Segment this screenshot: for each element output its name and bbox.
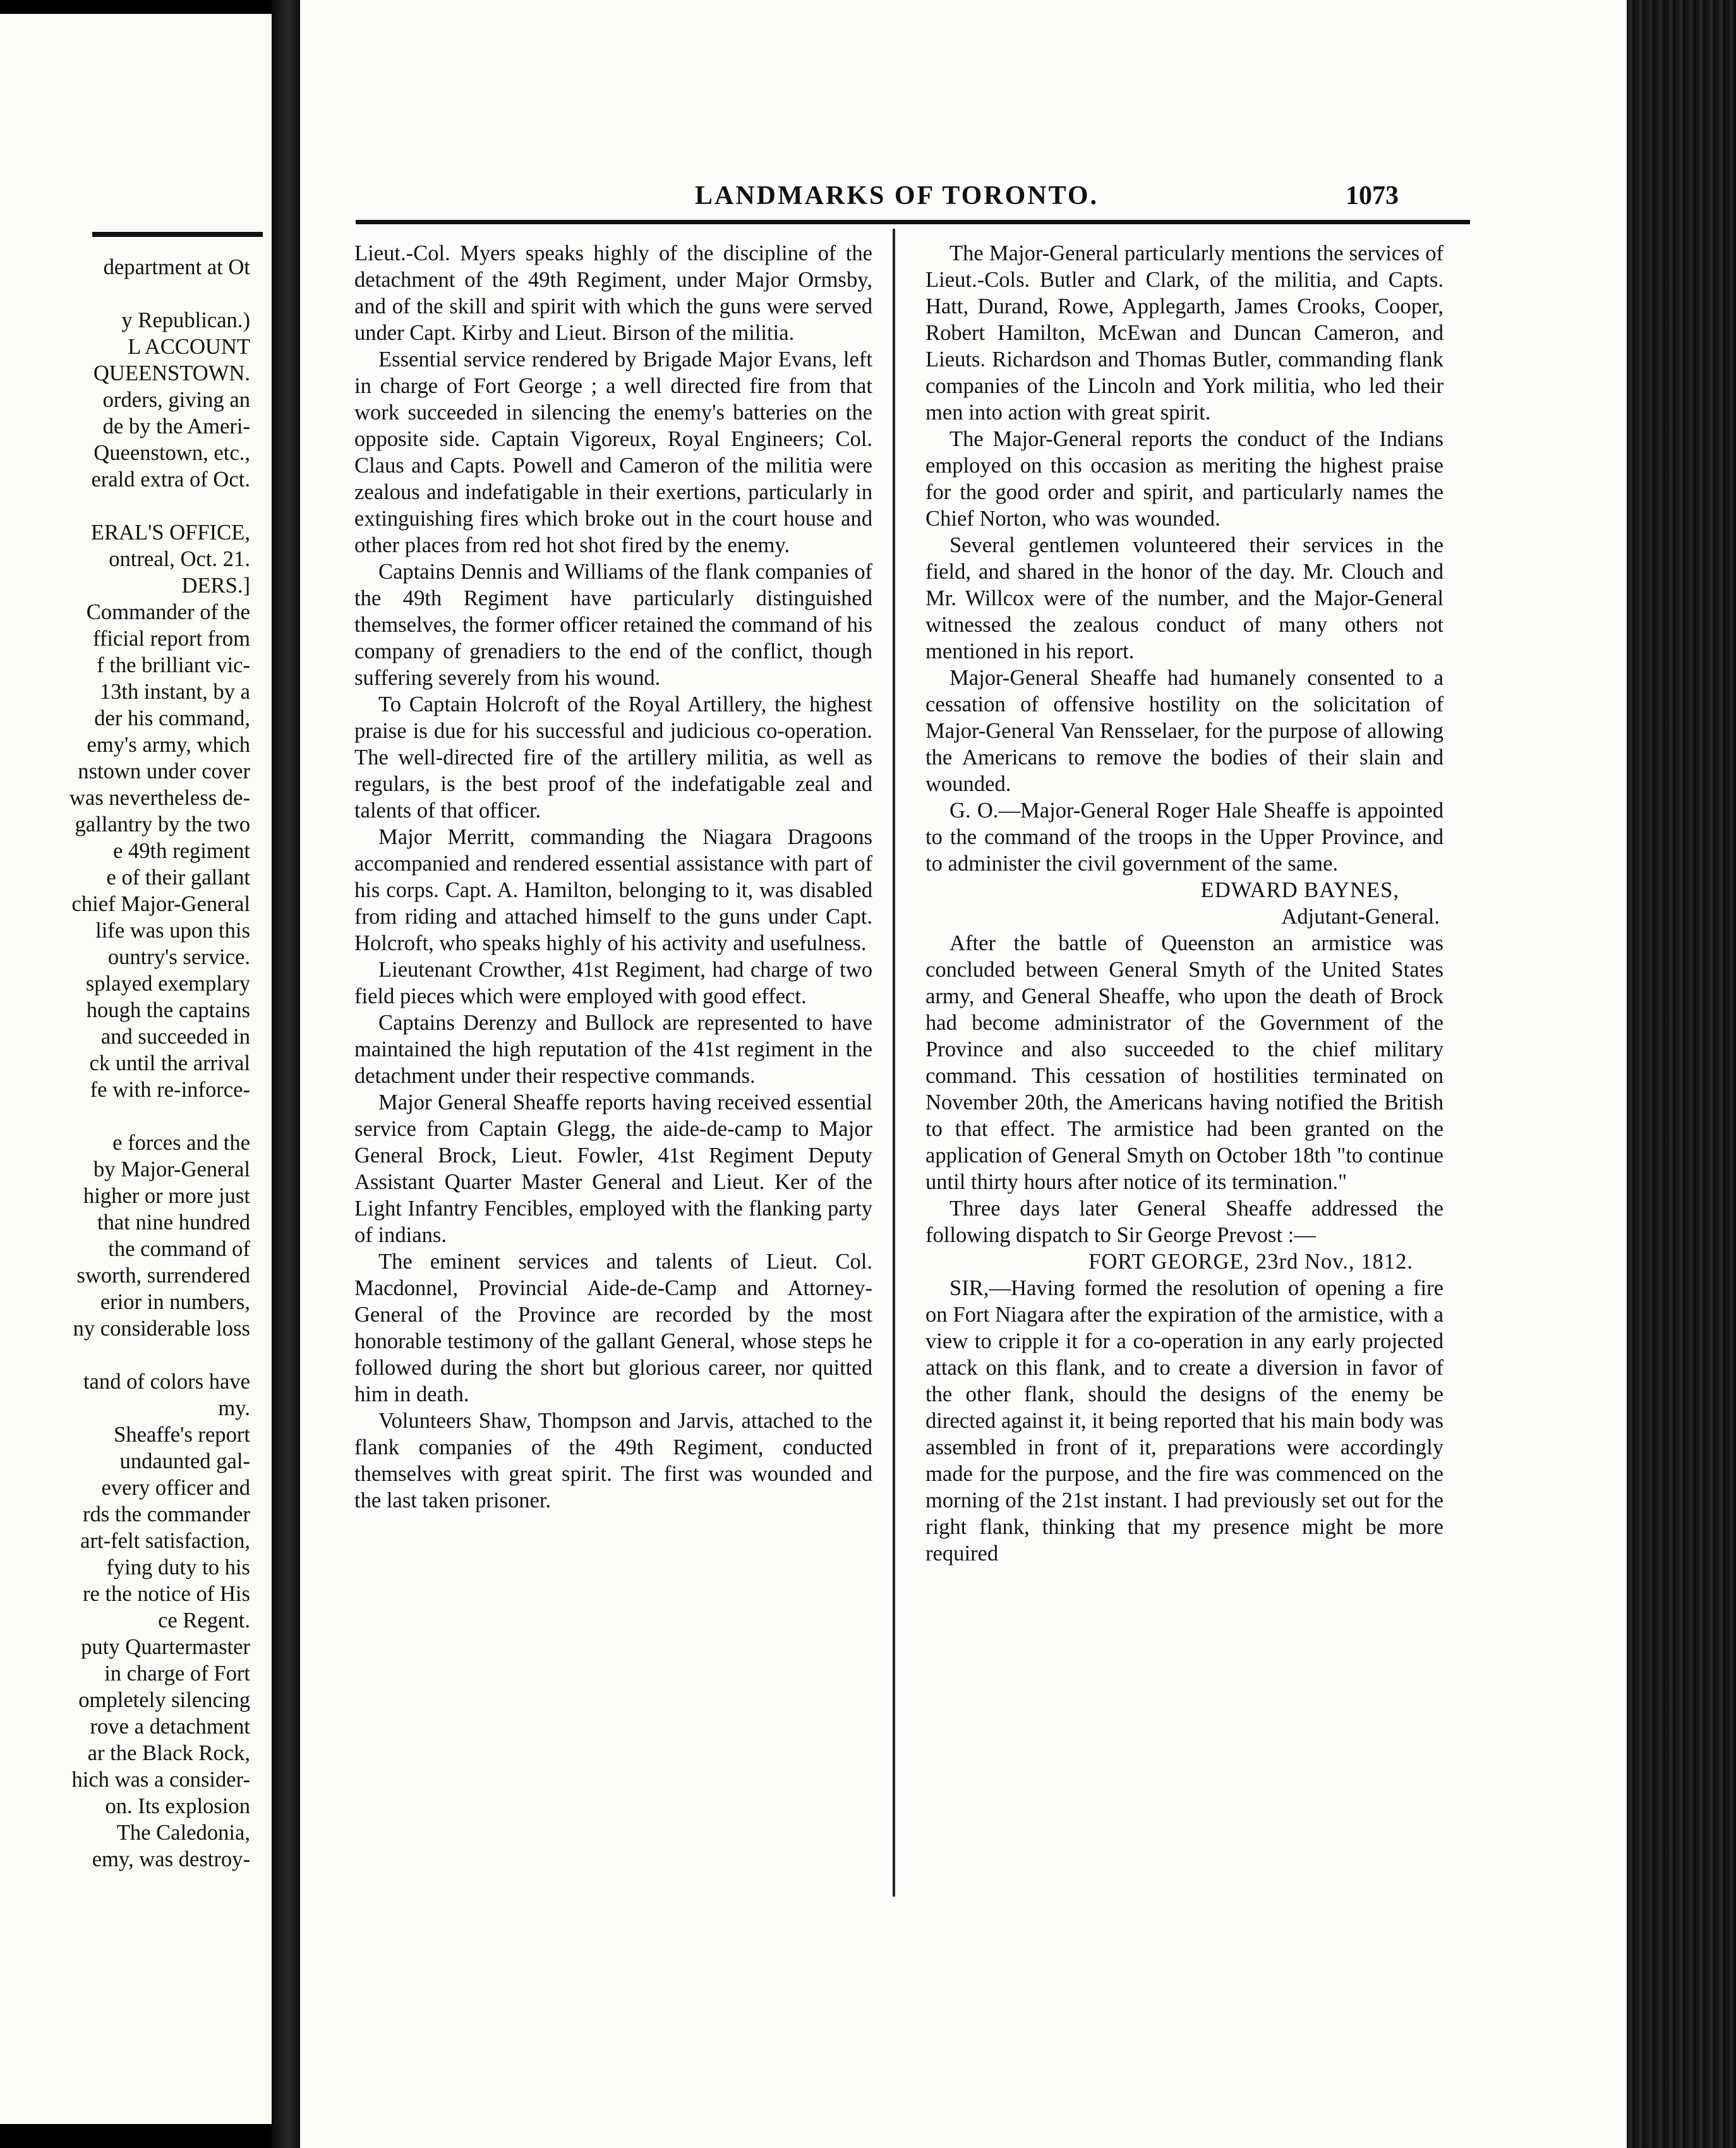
fragment-line: puty Quartermaster (81, 1635, 250, 1659)
fragment-line: art-felt satisfaction, (80, 1529, 250, 1553)
fragment-line: nstown under cover (78, 759, 250, 783)
fragment-line: fe with re-inforce- (90, 1078, 250, 1102)
fragment-line: ompletely silencing (78, 1688, 250, 1712)
fragment-line: that nine hundred (97, 1210, 250, 1234)
fragment-line: emy, was destroy- (92, 1847, 250, 1871)
signature-title: Adjutant-General. (1281, 905, 1440, 929)
fragment-line: DERS.] (181, 574, 250, 598)
fragment-line: department at Ot (103, 255, 250, 279)
column-rule (893, 229, 895, 1897)
letter-dateline: FORT GEORGE, 23rd Nov., 1812. (1088, 1250, 1413, 1274)
fragment-line: life was upon this (95, 919, 250, 943)
fragment-line: erior in numbers, (100, 1290, 250, 1314)
paragraph: Three days later General Sheaffe addressed the following dispatch to Sir George Prevost :— (925, 1197, 1444, 1247)
fragment-line: Sheaffe's report (114, 1423, 250, 1447)
fragment-line: by Major-General (93, 1157, 250, 1181)
paragraph: The Major-General reports the conduct of the Indians employed on this occasion as meriting the highest praise for the good order and spirit, and particularly names the Chief Norton, who was wounded. (925, 427, 1444, 531)
paragraph: Several gentlemen volunteered their services in the field, and shared in the honor of the day. Mr. Clouch and Mr. Willcox were of the number, and the Major-General witnessed the zealous conduct of many others not mentioned in his report. (925, 533, 1444, 663)
fragment-line: emy's army, which (87, 733, 250, 757)
section-rule (92, 232, 263, 237)
fragment-line: hich was a consider- (71, 1768, 250, 1792)
fragment-line: f the brilliant vic- (97, 653, 250, 677)
fragment-line: Commander of the (86, 600, 250, 624)
paragraph: Lieut.-Col. Myers speaks highly of the discipline of the detachment of the 49th Regiment, under Major Ormsby, and of the skill and spirit with which the guns were served under Capt. Kirby and Lieut. Birson of the militia. (354, 241, 872, 345)
fragment-line: gallantry by the two (75, 812, 250, 836)
paragraph: Captains Derenzy and Bullock are represented to have maintained the high reputation of the 41st regiment in the detachment under their respective commands. (354, 1011, 872, 1088)
fragment-line: ontreal, Oct. 21. (109, 547, 250, 571)
fragment-line: ck until the arrival (89, 1051, 250, 1075)
fragment-line (0, 493, 250, 519)
fragment-line: ny considerable loss (73, 1317, 250, 1341)
fragment-line: ountry's service. (107, 945, 250, 969)
fragment-line: ar the Black Rock, (87, 1741, 250, 1765)
paragraph: Major General Sheaffe reports having received essential service from Captain Glegg, the aide-de-camp to Major General Brock, Lieut. Fowler, 41st Regiment Deputy Assistant Quarter Master General and Lieut. Ker of the Light Infantry Fencibles, employed with the flanking party of indians. (354, 1090, 872, 1247)
text-column-left (354, 240, 872, 1514)
fragment-line: re the notice of His (82, 1582, 250, 1606)
paragraph: Volunteers Shaw, Thompson and Jarvis, attached to the flank companies of the 49th Regiment, conducted themselves with great spirit. The first was wounded and the last taken prisoner. (354, 1409, 872, 1512)
fragment-line: was nevertheless de- (69, 786, 250, 810)
fragment-line: The Caledonia, (116, 1821, 250, 1845)
fragment-line: erald extra of Oct. (91, 468, 250, 492)
paragraph: To Captain Holcroft of the Royal Artillery, the highest praise is due for his successful and judicious co-operation. The well-directed fire of the artillery militia, as well as regulars, is the best proof of the indefatigable zeal and talents of that officer. (354, 692, 872, 823)
fragment-line (0, 1103, 250, 1130)
book-page (300, 0, 1641, 2148)
paragraph: The eminent services and talents of Lieut. Col. Macdonnel, Provincial Aide-de-Camp and Attorney-General of the Province are recorded by the most honorable testimony of the gallant General, whose steps he followed during the short but glorious career, nor quitted him in death. (354, 1250, 872, 1406)
paragraph: The Major-General particularly mentions the services of Lieut.-Cols. Butler and Clark, of the militia, and Capts. Hatt, Durand, Rowe, Applegarth, James Crooks, Cooper, Robert Hamilton, McEwan and Duncan Cameron, and Lieuts. Richardson and Thomas Butler, commanding flank companies of the Lincoln and York militia, who led their men into action with great spirit. (925, 241, 1444, 425)
fragment-line: 13th instant, by a (99, 680, 250, 704)
paragraph: After the battle of Queenston an armistice was concluded between General Smyth of the United States army, and General Sheaffe, who upon the death of Brock had become administrator of the Government of the Province and also succeeded to the chief military command. This cessation of hostilities terminated on November 20th, the Americans having notified the British to that effect. The armistice had been granted on the application of General Smyth on October 18th "to continue until thirty hours after notice of its termination." (925, 931, 1444, 1194)
paragraph: Lieutenant Crowther, 41st Regiment, had charge of two field pieces which were employed with good effect. (354, 958, 872, 1008)
running-title: LANDMARKS OF TORONTO. (695, 181, 1099, 210)
fragment-line: higher or more just (83, 1184, 250, 1208)
header-rule (356, 220, 1470, 224)
fragment-line (0, 1342, 250, 1368)
fragment-line: and succeeded in (100, 1025, 250, 1049)
fragment-line: e forces and the (112, 1131, 250, 1155)
fragment-line: sworth, surrendered (76, 1264, 250, 1288)
page-number: 1073 (1346, 181, 1399, 210)
paragraph: Major Merritt, commanding the Niagara Dragoons accompanied and rendered essential assistance with part of his corps. Capt. A. Hamilton, belonging to it, was disabled from riding and attached himself to the guns under Capt. Holcroft, who speaks highly of his activity and usefulness. (354, 825, 872, 955)
fragment-line: hough the captains (86, 998, 250, 1022)
fragment-line: rove a detachment (90, 1715, 250, 1739)
paragraph: Captains Dennis and Williams of the flank companies of the 49th Regiment have particularly distinguished themselves, the former officer retained the command of his company of grenadiers to the end of the conflict, though suffering severely from his wound. (354, 560, 872, 690)
facing-page-fragment (0, 14, 272, 2124)
paragraph: Essential service rendered by Brigade Major Evans, left in charge of Fort George ; a well directed fire from that work succeeded in silencing the enemy's batteries on the opposite side. Captain Vigoreux, Royal Engineers; Col. Claus and Capts. Powell and Cameron of the militia were zealous and indefatigable in their exertions, particularly in extinguishing fires which broke out in the court house and other places from red hot shot fired by the enemy. (354, 347, 872, 557)
fragment-line: ce Regent. (158, 1608, 250, 1632)
fragment-line: der his command, (94, 706, 250, 730)
letter-body: SIR,—Having formed the resolution of opening a fire on Fort Niagara after the expiration of the armistice, with a view to cripple it for a co-operation in any early projected attack on this flank, and to create a diversion in favor of the other flank, should the designs of the enemy be directed against it, it being reported that his main body was assembled in front of it, preparations were accordingly made for the purpose, and the fire was commenced on the morning of the 21st instant. I had previously set out for the right flank, thinking that my presence might be more required (925, 1276, 1444, 1566)
fragment-line: de by the Ameri- (102, 414, 250, 438)
paragraph: Major-General Sheaffe had humanely consented to a cessation of offensive hostility on the solicitation of Major-General Van Rensselaer, for the purpose of allowing the Americans to remove the bodies of their slain and wounded. (925, 666, 1444, 796)
fragment-line (0, 281, 250, 307)
fragment-line: the command of (108, 1237, 250, 1261)
fragment-line: e of their gallant (106, 866, 250, 890)
fragment-line: e 49th regiment (112, 839, 250, 863)
signature-name: EDWARD BAYNES, (1200, 878, 1399, 902)
book-gutter (272, 0, 300, 2148)
fragment-line: rds the commander (82, 1502, 250, 1526)
running-head (300, 181, 1641, 219)
fragment-line: ERAL'S OFFICE, (90, 521, 250, 545)
fragment-line: undaunted gal- (119, 1449, 250, 1473)
fragment-line: splayed exemplary (85, 972, 250, 996)
page-edges (1627, 0, 1736, 2148)
fragment-line: fficial report from (93, 627, 250, 651)
text-column-right (925, 240, 1444, 1567)
paragraph: G. O.—Major-General Roger Hale Sheaffe is appointed to the command of the troops in the Upper Province, and to administer the civil government of the same. (925, 799, 1444, 876)
fragment-line: L ACCOUNT (128, 335, 250, 359)
fragment-line: chief Major-General (71, 892, 250, 916)
fragment-line: fying duty to his (106, 1555, 250, 1579)
fragment-line: QUEENSTOWN. (93, 361, 250, 385)
fragment-line: orders, giving an (102, 388, 250, 412)
facing-page-text (0, 254, 250, 1873)
fragment-line: y Republican.) (121, 308, 250, 332)
fragment-line: my. (218, 1396, 250, 1420)
fragment-line: every officer and (101, 1476, 250, 1500)
fragment-line: tand of colors have (83, 1370, 250, 1394)
fragment-line: Queenstown, etc., (93, 441, 250, 465)
fragment-line: in charge of Fort (104, 1662, 250, 1686)
fragment-line: on. Its explosion (105, 1794, 250, 1818)
